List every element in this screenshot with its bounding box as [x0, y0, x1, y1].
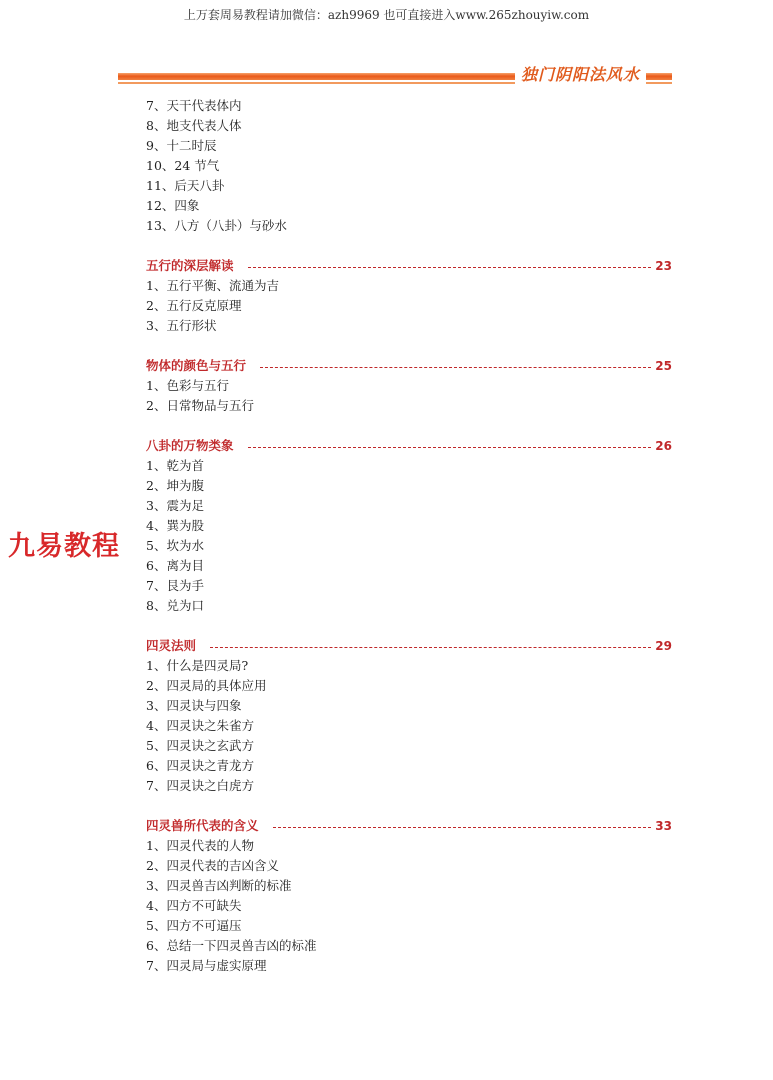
toc-item: 3、四灵诀与四象 [146, 698, 242, 713]
toc-item: 1、四灵代表的人物 [146, 838, 254, 853]
section-page-number: 25 [655, 359, 672, 373]
page-header [118, 64, 672, 88]
toc-item: 7、四灵局与虚实原理 [146, 958, 267, 973]
section-heading[interactable] [146, 436, 672, 456]
toc-item: 5、四方不可逼压 [146, 918, 242, 933]
toc-item: 8、兑为口 [146, 598, 204, 613]
section-title: 五行的深层解读 [146, 258, 234, 273]
section-page-number: 33 [655, 819, 672, 833]
section-title: 物体的颜色与五行 [146, 358, 247, 373]
toc-item: 5、坎为水 [146, 538, 204, 553]
section-page-number: 23 [655, 259, 672, 273]
toc-item: 2、四灵代表的吉凶含义 [146, 858, 279, 873]
toc-item: 10、24 节气 [146, 158, 220, 173]
toc-item: 3、五行形状 [146, 318, 217, 333]
toc-item: 5、四灵诀之玄武方 [146, 738, 254, 753]
toc-sections [146, 256, 672, 976]
dotted-leader [210, 647, 651, 648]
dotted-leader [273, 827, 652, 828]
toc-item: 7、四灵诀之白虎方 [146, 778, 254, 793]
dotted-leader [260, 367, 651, 368]
dotted-leader [248, 447, 652, 448]
top-note: 上万套周易教程请加微信：azh9969 也可直接进入www.265zhouyiw.com [183, 8, 590, 22]
watermark: 九易教程 [8, 531, 120, 562]
toc-item: 4、巽为股 [146, 518, 204, 533]
section-page-number: 29 [655, 639, 672, 653]
toc-item: 6、离为目 [146, 558, 204, 573]
section-page-number: 26 [655, 439, 672, 453]
section-title: 八卦的万物类象 [146, 438, 234, 453]
toc-item: 3、震为足 [146, 498, 204, 513]
toc-item: 2、日常物品与五行 [146, 398, 254, 413]
toc-item: 2、坤为腹 [146, 478, 204, 493]
section-heading[interactable] [146, 256, 672, 276]
toc-item: 6、总结一下四灵兽吉凶的标准 [146, 938, 317, 953]
toc-item: 9、十二时辰 [146, 138, 217, 153]
toc-item: 2、四灵局的具体应用 [146, 678, 267, 693]
toc-content [146, 96, 672, 976]
section-title: 四灵兽所代表的含义 [146, 818, 259, 833]
toc-item: 1、五行平衡、流通为吉 [146, 278, 279, 293]
section-heading[interactable] [146, 636, 672, 656]
section-heading[interactable] [146, 356, 672, 376]
toc-item: 2、五行反克原理 [146, 298, 242, 313]
dotted-leader [248, 267, 652, 268]
toc-item: 11、后天八卦 [146, 178, 225, 193]
toc-item: 13、八方（八卦）与砂水 [146, 218, 287, 233]
section-title: 四灵法则 [146, 638, 197, 653]
toc-item: 3、四灵兽吉凶判断的标准 [146, 878, 292, 893]
toc-item: 1、乾为首 [146, 458, 204, 473]
toc-item: 8、地支代表人体 [146, 118, 242, 133]
toc-item: 4、四灵诀之朱雀方 [146, 718, 254, 733]
toc-item: 7、天干代表体内 [146, 98, 242, 113]
section-heading[interactable] [146, 816, 672, 836]
toc-item: 1、什么是四灵局? [146, 658, 249, 673]
toc-item: 7、艮为手 [146, 578, 204, 593]
toc-item: 6、四灵诀之青龙方 [146, 758, 254, 773]
toc-item: 4、四方不可缺失 [146, 898, 242, 913]
header-title: 独门阴阳法风水 [515, 62, 646, 85]
toc-item: 12、四象 [146, 198, 200, 213]
toc-item: 1、色彩与五行 [146, 378, 229, 393]
intro-list [146, 96, 672, 236]
